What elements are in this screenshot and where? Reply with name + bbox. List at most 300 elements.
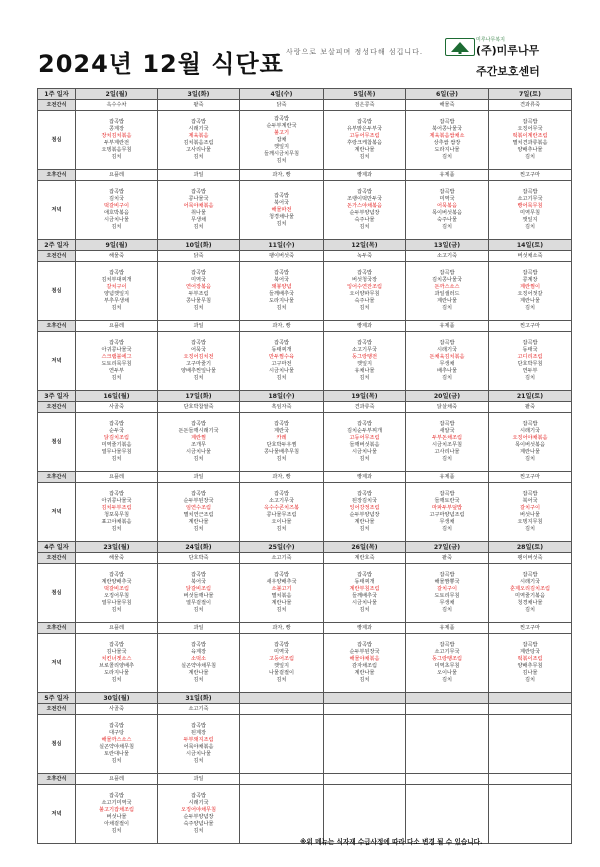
- dish-item: 김치: [359, 607, 370, 613]
- morning-snack-cell: 닭죽: [158, 251, 240, 262]
- dish-item: 김치: [276, 375, 287, 381]
- dish-item: 목이버섯볶음: [514, 442, 546, 448]
- dish-item: 김치: [276, 607, 287, 613]
- date-cell: 24일(화): [158, 542, 240, 553]
- dish-item: 잡곡밥: [522, 572, 538, 578]
- empty-cell: [406, 704, 489, 715]
- dish-item: 계란나물: [519, 298, 541, 304]
- dinner-cell: [158, 332, 240, 391]
- afternoon-snack-cell: 빵제과: [324, 623, 406, 634]
- dish-item: 청경채나물: [268, 213, 295, 220]
- dish-item: 양념깻잎지: [103, 291, 130, 297]
- lunch-cell: [406, 413, 489, 472]
- dish-item: 새우양배추국: [266, 579, 297, 585]
- row-label: 오후간식: [38, 472, 76, 483]
- dish-item: 도토리묵무침: [101, 361, 132, 367]
- dish-item: 열무나물무침: [101, 600, 132, 606]
- dish-item: 유채나물: [354, 368, 375, 374]
- dish-item: 단호박무침: [517, 361, 543, 367]
- dish-item: 소고기무국: [351, 347, 378, 353]
- dish-item: 시금치나물: [351, 600, 378, 606]
- dish-item: 숙주나물: [354, 217, 375, 223]
- dish-item: 잡곡밥: [522, 491, 538, 497]
- morning-snack-cell: 옥수수차: [76, 100, 158, 111]
- dish-item: 김치: [193, 224, 204, 230]
- dish-item: 잡곡밥: [190, 642, 207, 648]
- dish-item: 잡곡밥: [522, 270, 538, 276]
- dish-item: 김치: [441, 375, 453, 381]
- dish-item: 잡곡밥: [190, 340, 207, 346]
- morning-snack-cell: 팽이버섯죽: [489, 553, 572, 564]
- dish-item: 떡볶이계란조림: [512, 133, 548, 139]
- dish-item: 김치부대찌개: [101, 277, 132, 283]
- center-name: 주간보호센터: [476, 65, 540, 78]
- lunch-cell: [158, 262, 240, 321]
- dish-item: 고등어무조림: [349, 133, 380, 139]
- dish-item: 오징어무국: [517, 126, 543, 132]
- dish-item: 김치: [111, 526, 122, 532]
- dish-item: 오이나물: [271, 519, 292, 525]
- dish-item: 잡곡밥: [190, 793, 207, 799]
- date-cell: 20일(금): [406, 391, 489, 402]
- snack-row: [38, 321, 572, 332]
- dish-item: 상추쌈 쌈장: [433, 140, 461, 146]
- morning-snack-cell: 계란호죽: [324, 553, 406, 564]
- dish-item: 카레: [276, 435, 287, 441]
- dish-item: 오뎅볶음무침: [101, 147, 132, 153]
- dish-item: 북어국: [190, 579, 207, 585]
- row-label: 2주 일자: [38, 240, 76, 251]
- morning-snack-cell: 해물죽: [76, 251, 158, 262]
- row-label: 오전간식: [38, 704, 76, 715]
- dish-item: 시래기국: [436, 347, 458, 353]
- row-label: 3주 일자: [38, 391, 76, 402]
- morning-snack-cell: 녹두죽: [324, 251, 406, 262]
- dish-item: 연두부: [522, 368, 538, 374]
- morning-snack-cell: 닭살채죽: [406, 402, 489, 413]
- morning-snack-cell: 팥죽: [489, 402, 572, 413]
- dish-item: 동그랑땡전: [351, 354, 378, 360]
- dinner-cell: [489, 181, 572, 240]
- dish-item: 잡곡밥: [190, 491, 207, 497]
- dish-item: 김치: [193, 758, 204, 764]
- dish-item: 멸치연근조림: [183, 512, 214, 518]
- dish-item: 잡곡밥: [190, 723, 207, 729]
- dish-item: 잡곡밥: [522, 421, 538, 427]
- dish-item: 잡곡밥: [439, 642, 455, 648]
- dish-item: 두부조림: [188, 291, 209, 297]
- dish-item: 된계장: [190, 730, 207, 736]
- dinner-cell: [76, 483, 158, 542]
- afternoon-snack-cell: 빵제과: [324, 321, 406, 332]
- dish-item: 순두국: [108, 428, 125, 434]
- page-title: 2024년 12월 식단표: [38, 50, 284, 78]
- dish-item: 숙주나물: [354, 298, 375, 304]
- empty-cell: [240, 693, 324, 704]
- dish-item: 잡곡밥: [522, 189, 538, 195]
- lunch-cell: [324, 262, 406, 321]
- lunch-cell: [489, 564, 572, 623]
- dish-item: 북어국: [273, 199, 290, 206]
- dish-item: 시금치나물: [351, 449, 378, 455]
- dish-item: 잡곡밥: [273, 572, 290, 578]
- afternoon-snack-cell: 빵제과: [324, 472, 406, 483]
- dish-item: 어묵볶음: [436, 203, 458, 209]
- dish-item: 잡곡밥: [273, 642, 290, 648]
- empty-cell: [324, 774, 406, 785]
- morning-snack-cell: 소고기죽: [406, 251, 489, 262]
- empty-cell: [240, 785, 324, 844]
- dinner-cell: [406, 181, 489, 240]
- dish-item: 잡곡밥: [356, 491, 373, 497]
- dish-item: 토란대나물: [103, 751, 130, 757]
- dish-item: 갈치구이: [436, 586, 458, 592]
- empty-cell: [240, 715, 324, 774]
- dish-item: 김치: [524, 526, 536, 532]
- dish-item: 나물겉절이: [268, 670, 295, 676]
- date-cell: 2일(월): [76, 89, 158, 100]
- dish-item: 고구마양념조림: [429, 512, 465, 518]
- afternoon-snack-cell: 요플레: [76, 623, 158, 634]
- dish-item: 김치: [524, 224, 536, 230]
- dish-item: 해물야채볶음: [349, 656, 380, 662]
- dish-item: 시금치나물: [268, 368, 295, 374]
- dish-item: 도라지나물: [103, 670, 130, 676]
- slogan: 사랑으로 보살피며 정성다해 섬깁니다.: [286, 48, 424, 56]
- dish-item: 순두부계란국: [266, 122, 297, 129]
- dish-item: 김치: [111, 375, 122, 381]
- dish-item: 김치: [193, 607, 204, 613]
- dinner-cell: [240, 332, 324, 391]
- dish-item: 오징어김치전: [183, 354, 214, 360]
- dish-item: 애호박볶음: [103, 210, 130, 216]
- row-label: 오전간식: [38, 251, 76, 262]
- dish-item: 잡곡밥: [356, 572, 373, 578]
- dinner-row: [38, 785, 572, 844]
- snack-row: [38, 170, 572, 181]
- dish-item: 김치: [524, 154, 536, 160]
- dish-item: 열무겉절이: [185, 600, 212, 606]
- lunch-cell: [240, 111, 324, 170]
- dish-item: 해물짬뽕국: [434, 579, 460, 585]
- dish-item: 김치: [441, 224, 453, 230]
- dinner-cell: [240, 634, 324, 693]
- dish-item: 순두부된장국: [183, 498, 214, 504]
- dish-item: 깻잎지: [522, 217, 538, 223]
- date-cell: 17일(화): [158, 391, 240, 402]
- morning-snack-cell: 닭죽: [240, 100, 324, 111]
- dish-item: 잡곡밥: [356, 119, 373, 125]
- dinner-cell: [324, 634, 406, 693]
- dish-item: 김치: [111, 607, 122, 613]
- dish-item: 어묵야채볶음: [183, 744, 214, 750]
- date-cell: 30일(월): [76, 693, 158, 704]
- dish-item: 잡곡밥: [190, 421, 207, 427]
- dish-item: 돈채육김치볶음: [429, 354, 465, 360]
- dish-item: 장치김치볶음: [101, 133, 132, 139]
- dish-item: 김치: [111, 677, 122, 683]
- dish-item: 오뎅지무침: [517, 519, 543, 525]
- footnote: ※위 메뉴는 식자재 수급사정에 따라 다소 변경 될 수 있습니다.: [300, 838, 483, 846]
- dish-item: 오이나물: [436, 670, 458, 676]
- dish-item: 잉어수연잔조림: [346, 284, 383, 290]
- snack-row: [38, 623, 572, 634]
- dish-item: 오징어젓갈: [517, 291, 543, 297]
- snack-row: [38, 704, 572, 715]
- row-label: 오전간식: [38, 553, 76, 564]
- dish-item: 잡곡밥: [108, 189, 125, 195]
- dish-item: 김치: [111, 456, 122, 462]
- morning-snack-cell: 단호박찹쌀죽: [158, 402, 240, 413]
- lunch-cell: [158, 413, 240, 472]
- dish-item: 무생채: [439, 361, 455, 367]
- row-label: 저녁: [38, 332, 76, 391]
- afternoon-snack-cell: 요플레: [76, 774, 158, 785]
- date-row: [38, 542, 572, 553]
- dinner-row: [38, 634, 572, 693]
- lunch-cell: [324, 111, 406, 170]
- dish-item: 두부계란전: [103, 140, 130, 146]
- dish-item: 훈제오리김치조림: [509, 586, 551, 592]
- dish-item: 김치: [276, 157, 287, 164]
- dish-item: 멸치볶음: [271, 593, 292, 599]
- date-cell: 31일(화): [158, 693, 240, 704]
- dish-item: 대구탕: [108, 730, 125, 736]
- dish-item: 도라지나물: [434, 147, 460, 153]
- empty-cell: [240, 704, 324, 715]
- lunch-cell: [76, 111, 158, 170]
- dinner-cell: [76, 332, 158, 391]
- dish-item: 김치: [359, 305, 370, 311]
- row-label: 점심: [38, 413, 76, 472]
- morning-snack-cell: 사골죽: [76, 402, 158, 413]
- dish-item: 멸치견과류볶음: [512, 140, 548, 146]
- date-row: [38, 89, 572, 100]
- snack-row: [38, 251, 572, 262]
- dish-item: 돈돈들깨시래기국: [178, 428, 219, 434]
- dish-item: 순두부양념장: [183, 814, 214, 820]
- dinner-cell: [240, 181, 324, 240]
- dish-item: 오징어무침: [103, 593, 130, 599]
- dish-item: 들깨시금치무침: [263, 150, 300, 157]
- date-cell: 14일(토): [489, 240, 572, 251]
- dish-item: 잡곡밥: [108, 572, 125, 578]
- lunch-cell: [76, 564, 158, 623]
- lunch-cell: [406, 262, 489, 321]
- lunch-cell: [158, 564, 240, 623]
- dinner-cell: [158, 483, 240, 542]
- org-name: (주)미루나무: [476, 44, 540, 57]
- row-label: 오후간식: [38, 170, 76, 181]
- lunch-cell: [406, 564, 489, 623]
- afternoon-snack-cell: 과일: [158, 321, 240, 332]
- dish-item: 김치: [359, 526, 370, 532]
- dish-item: 들깨토란국: [434, 498, 460, 504]
- dish-item: 미역국: [439, 196, 455, 202]
- morning-snack-cell: 견과류죽: [489, 100, 572, 111]
- row-label: 저녁: [38, 785, 76, 844]
- dish-item: 고구마줄기: [185, 361, 212, 367]
- dinner-cell: [406, 634, 489, 693]
- dish-item: 잡곡밥: [439, 189, 455, 195]
- afternoon-snack-cell: 유제품: [406, 321, 489, 332]
- dish-item: 도라지나물: [268, 298, 295, 304]
- dish-item: 제육볶음쌈채소: [429, 133, 465, 139]
- dish-item: 잡곡밥: [439, 572, 455, 578]
- dish-item: 브로콜리양배추: [98, 663, 135, 669]
- row-label: 저녁: [38, 181, 76, 240]
- dish-item: 미역줄기볶음: [101, 442, 132, 448]
- dish-item: 고사리나물: [434, 449, 460, 455]
- dish-item: 무생채: [439, 600, 455, 606]
- dish-item: 순두부양념장: [349, 512, 380, 518]
- dinner-cell: [76, 785, 158, 844]
- date-row: [38, 693, 572, 704]
- afternoon-snack-cell: 요플레: [76, 170, 158, 181]
- dish-item: 잡곡밥: [108, 793, 125, 799]
- empty-cell: [324, 785, 406, 844]
- dish-item: 갈치구이: [519, 505, 541, 511]
- dish-item: 잡곡밥: [273, 192, 290, 199]
- lunch-row: [38, 413, 572, 472]
- afternoon-snack-cell: 찐고구마: [489, 472, 572, 483]
- dish-item: 숙주양념나물: [183, 821, 214, 827]
- dish-item: 소고기무국: [268, 498, 295, 504]
- dish-item: 깻잎지: [273, 143, 290, 150]
- dish-item: 북어국: [522, 498, 538, 504]
- dish-item: 유부맑은두부국: [346, 126, 383, 132]
- dish-item: 계란나물: [354, 670, 375, 676]
- dish-item: 청포묵무침: [103, 512, 130, 518]
- dish-item: 들깨버섯볶음: [349, 442, 380, 448]
- dish-item: 떡볶이조림: [517, 656, 543, 662]
- dish-item: 조개무: [190, 442, 207, 448]
- dish-item: 잡곡밥: [108, 642, 125, 648]
- snack-row: [38, 774, 572, 785]
- dish-item: 김치: [111, 224, 122, 230]
- dinner-cell: [158, 181, 240, 240]
- dish-item: 김치: [193, 375, 204, 381]
- dinner-cell: [158, 785, 240, 844]
- dish-item: 배추나물: [436, 368, 458, 374]
- dish-item: 빵어묵무침: [517, 203, 543, 209]
- morning-snack-cell: 흑임자죽: [240, 402, 324, 413]
- dish-item: 김치: [359, 224, 370, 230]
- empty-cell: [324, 715, 406, 774]
- dish-item: 김치: [441, 305, 453, 311]
- afternoon-snack-cell: 과일: [158, 623, 240, 634]
- dish-item: 순두부된장국: [349, 649, 380, 655]
- dinner-cell: [406, 332, 489, 391]
- date-cell: 13일(금): [406, 240, 489, 251]
- row-label: 오후간식: [38, 321, 76, 332]
- dish-item: 잡곡밥: [522, 642, 538, 648]
- snack-row: [38, 402, 572, 413]
- dish-item: 단호박두우찜: [266, 442, 297, 448]
- morning-snack-cell: 소고기죽: [158, 704, 240, 715]
- dish-item: 동태찌개: [354, 579, 375, 585]
- afternoon-snack-cell: 빵제과: [324, 170, 406, 181]
- snack-row: [38, 100, 572, 111]
- dish-item: 잡곡밥: [356, 270, 373, 276]
- empty-cell: [489, 704, 572, 715]
- dish-item: 계란찜이: [519, 284, 541, 290]
- dish-item: 만두찜수육: [268, 354, 295, 360]
- afternoon-snack-cell: 찐고구마: [489, 623, 572, 634]
- date-cell: 16일(월): [76, 391, 158, 402]
- dish-item: 잡곡밥: [356, 340, 373, 346]
- dish-item: 열무나물무침: [101, 449, 132, 455]
- dish-item: 김치: [276, 305, 287, 311]
- dish-item: 김치: [524, 456, 536, 462]
- row-label: 오후간식: [38, 774, 76, 785]
- dish-item: 양배추찐잎나물: [180, 368, 217, 374]
- dish-item: 김치: [193, 456, 204, 462]
- dish-item: 과일샐러드: [434, 291, 460, 297]
- snack-row: [38, 553, 572, 564]
- dish-item: 잡곡밥: [273, 340, 290, 346]
- dish-item: 소떡소: [190, 656, 207, 662]
- morning-snack-cell: 팥죽: [406, 553, 489, 564]
- dish-item: 소고기무국: [517, 196, 543, 202]
- dish-item: 깻잎지: [356, 361, 373, 367]
- dinner-cell: [158, 634, 240, 693]
- dish-item: 계란찜: [190, 435, 207, 441]
- dish-item: 계란나물: [188, 670, 209, 676]
- dish-item: 동태찌개: [271, 347, 292, 353]
- dish-item: 닭김치조림: [103, 435, 130, 441]
- dish-item: 시금치나물: [103, 217, 130, 223]
- afternoon-snack-cell: 과일: [158, 472, 240, 483]
- dish-item: 콩계장: [522, 277, 538, 283]
- dish-item: 김치: [359, 375, 370, 381]
- row-label: 1주 일자: [38, 89, 76, 100]
- dish-item: 잡곡밥: [522, 340, 538, 346]
- afternoon-snack-cell: 유제품: [406, 623, 489, 634]
- dish-item: 김치: [193, 154, 204, 160]
- dish-item: 잡곡밥: [108, 340, 125, 346]
- dinner-cell: [324, 332, 406, 391]
- row-label: 4주 일자: [38, 542, 76, 553]
- dish-item: 된장김치국: [351, 498, 378, 504]
- dish-item: 시금치나물: [185, 449, 212, 455]
- date-cell: 7일(토): [489, 89, 572, 100]
- dish-item: 김치: [276, 526, 287, 532]
- dinner-cell: [76, 181, 158, 240]
- afternoon-snack-cell: 과일: [158, 170, 240, 181]
- lunch-row: [38, 111, 572, 170]
- dish-item: 잡곡밥: [356, 189, 373, 195]
- dish-item: 계란나물: [354, 519, 375, 525]
- dish-item: 버섯들깨나물: [183, 593, 214, 599]
- row-label: 점심: [38, 715, 76, 774]
- date-cell: 27일(금): [406, 542, 489, 553]
- row-label: 오전간식: [38, 100, 76, 111]
- dish-item: 버섯나물: [106, 814, 127, 820]
- dish-item: 순두부양념장: [349, 210, 380, 216]
- dish-item: 잡곡밥: [108, 119, 125, 125]
- dish-item: 북어국: [273, 277, 290, 283]
- dish-item: 잡곡밥: [273, 270, 290, 276]
- dish-item: 콩나물국: [188, 196, 209, 202]
- row-label: 5주 일자: [38, 693, 76, 704]
- dish-item: 치킨너겟소스: [101, 656, 132, 662]
- empty-cell: [489, 785, 572, 844]
- dish-item: 스크램블에그: [101, 354, 132, 360]
- dinner-cell: [406, 483, 489, 542]
- dish-item: 잡곡밥: [439, 270, 455, 276]
- lunch-cell: [489, 262, 572, 321]
